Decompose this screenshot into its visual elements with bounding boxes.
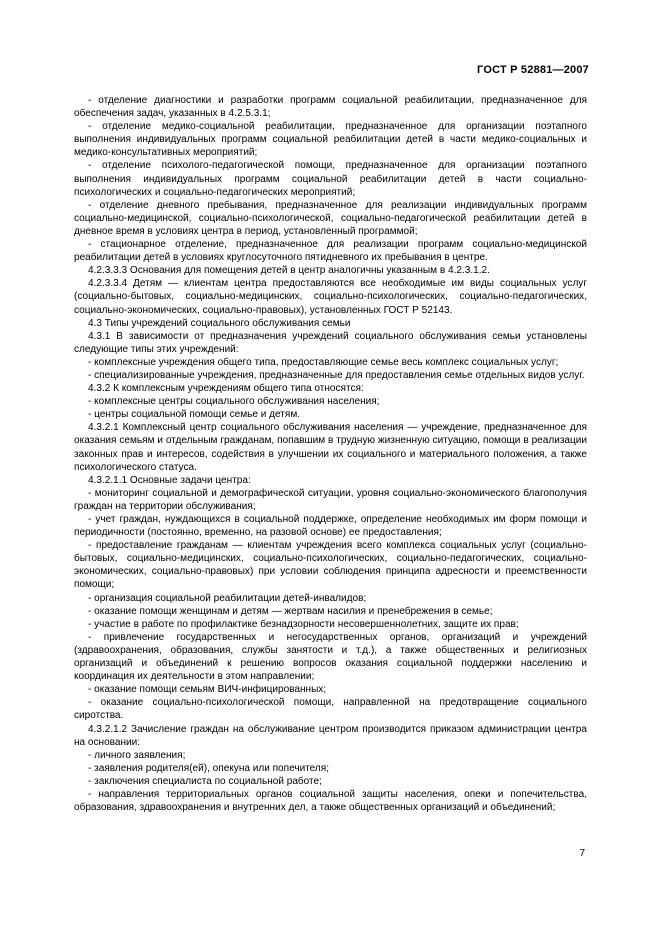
paragraph: - оказание помощи семьям ВИЧ-инфицированных; bbox=[88, 684, 327, 696]
paragraph: - заключения специалиста по социальной работе; bbox=[88, 775, 322, 787]
paragraph: - организация социальной реабилитации детей-инвалидов; bbox=[88, 592, 367, 604]
page-number: 7 bbox=[579, 848, 585, 859]
paragraph: - стационарное отделение, предназначенное для реализации программ социально-медицинской реабилитации детей в условиях круглосуточного пятидневного их пребывания в центре. bbox=[74, 239, 587, 264]
paragraph: 4.3.2 К комплексным учреждениям общего типа относятся: bbox=[88, 383, 364, 395]
paragraph: 4.2.3.3.3 Основания для помещения детей в центр аналогичны указанным в 4.2.3.1.2. bbox=[88, 265, 490, 277]
paragraph: - специализированные учреждения, предназначенные для предоставления семье отдельных видов услуг. bbox=[88, 369, 585, 381]
paragraph: - оказание помощи женщинам и детям — жертвам насилия и пренебрежения в семье; bbox=[88, 605, 493, 617]
paragraph: - отделение психолого-педагогической помощи, предназначенное для организации поэтапного выполнения индивидуальных программ социальной реабилитации детей в части социально-психологических и социально-педагогических мероприятий; bbox=[74, 160, 587, 198]
paragraph: - личного заявления; bbox=[88, 749, 186, 761]
section-heading: 4.3 Типы учреждений социального обслуживания семьи bbox=[88, 317, 351, 329]
paragraph: - мониторинг социальной и демографической ситуации, уровня социально-экономического благополучия граждан на территории обслуживания; bbox=[74, 487, 587, 512]
paragraph: - предоставление гражданам — клиентам учреждения всего комплекса социальных услуг (социально-бытовых, социально-медицинских, социально-психологических, социально-педагогических, социально-экономических, социально-правовых) при условии соблюдения принципа адресности и преемственности помощи; bbox=[74, 540, 587, 591]
paragraph: - привлечение государственных и негосударственных органов, организаций и учреждений (здравоохранения, образования, службы занятости и т.д.), а также общественных и религиозных организаций и объединений к решению вопросов оказания социальной поддержки населению и координация их деятельности в этом направлении; bbox=[74, 631, 587, 683]
paragraph: - комплексные центры социального обслуживания населения; bbox=[88, 396, 380, 408]
paragraph: - отделение медико-социальной реабилитации, предназначенное для организации поэтапного выполнения индивидуальных программ социальной реабилитации детей в части медико-социальных и медико-консультативных мероприятий; bbox=[74, 121, 587, 159]
paragraph: - комплексные учреждения общего типа, предоставляющие семье весь комплекс социальных услуг; bbox=[88, 356, 559, 368]
paragraph: - заявления родителя(ей), опекуна или попечителя; bbox=[88, 762, 330, 774]
paragraph: - участие в работе по профилактике безнадзорности несовершеннолетних, защите их прав; bbox=[88, 618, 519, 630]
paragraph: 4.3.2.1.1 Основные задачи центра: bbox=[88, 474, 251, 486]
paragraph: - оказание социально-психологической помощи, направленной на предотвращение социального сиротства. bbox=[74, 697, 587, 722]
paragraph: - центры социальной помощи семье и детям. bbox=[88, 409, 301, 421]
paragraph: 4.2.3.3.4 Детям — клиентам центра предоставляются все необходимые им виды социальных услуг (социально-бытовых, социально-медицинских, социально-психологических, социально-педагогических, социально-экономических, социально-правовых), установленных ГОСТ Р 52143. bbox=[74, 278, 587, 316]
paragraph: 4.3.2.1.2 Зачисление граждан на обслуживание центром производится приказом администрации центра на основании: bbox=[74, 723, 587, 748]
paragraph: 4.3.2.1 Комплексный центр социального обслуживания населения — учреждение, предназначенное для оказания семьям и отдельным гражданам, попавшим в трудную жизненную ситуацию, помощи в реализации законных прав и интересов, содействия в улучшении их социального и материального положения, а также психологического статуса. bbox=[74, 422, 587, 473]
paragraph: - отделение дневного пребывания, предназначенное для реализации индивидуальных программ социально-медицинской, социально-психологической, социально-педагогической реабилитации детей в дневное время в условиях центра в период, установленный программой; bbox=[74, 199, 587, 237]
paragraph: - учет граждан, нуждающихся в социальной поддержке, определение необходимых им форм помощи и периодичности (постоянно, временно, на разовой основе) ее предоставления; bbox=[74, 514, 587, 539]
document-header: ГОСТ Р 52881—2007 bbox=[477, 64, 589, 76]
paragraph: - отделение диагностики и разработки программ социальной реабилитации, предназначенное для обеспечения задач, указанных в 4.2.5.3.1; bbox=[74, 95, 587, 120]
paragraph: 4.3.1 В зависимости от предназначения учреждений социального обслуживания семьи установлены следующие типы этих учреждений: bbox=[74, 330, 587, 355]
document-body bbox=[74, 94, 587, 814]
paragraph: - направления территориальных органов социальной защиты населения, опеки и попечительства, образования, здравоохранения и внутренних дел, а также общественных организаций и объединений; bbox=[74, 788, 587, 814]
